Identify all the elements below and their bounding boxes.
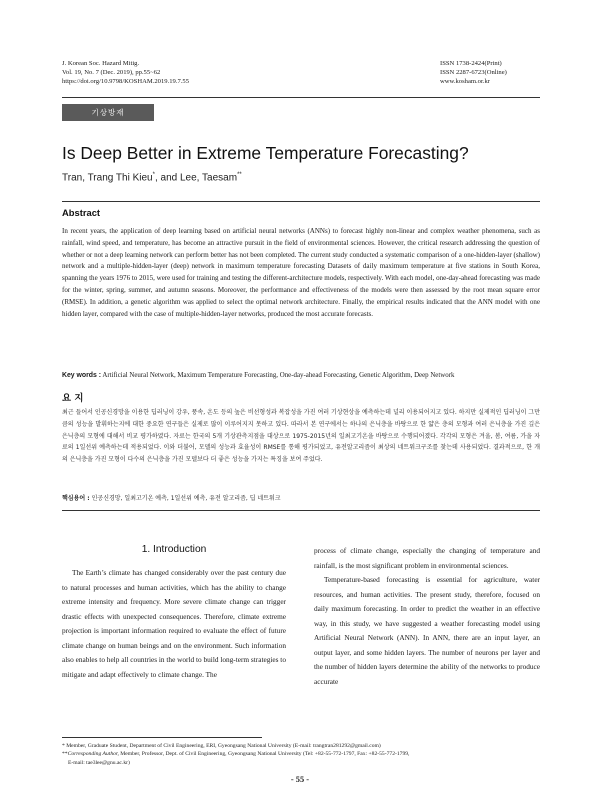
journal-header-left [62, 59, 342, 87]
korean-keywords [62, 494, 540, 504]
journal-volume: Vol. 19, No. 7 (Dec. 2019), pp.55~62 [62, 69, 161, 77]
header-divider [62, 97, 540, 98]
author-1: Tran, Trang Thi Kieu [62, 172, 153, 184]
footnote-2-mark: ** [62, 751, 68, 758]
author-line [62, 172, 242, 183]
footnote-divider [62, 737, 262, 738]
abstract-keywords [62, 371, 540, 381]
korean-keywords-list: 인공신경망, 일최고기온 예측, 1일선위 예측, 유전 알고리즘, 딥 네트워크 [91, 495, 281, 502]
footnotes [62, 742, 540, 767]
korean-abstract-text: 최근 들어서 인공신경망을 이용한 딥러닝이 강우, 풍속, 온도 등의 높은 비선형성과 복잡성을 가진 여러 기상현상을 예측하는데 널리 이용되어지고 있다. 하지만 실제적인 딥러닝이 그만큼의 성능을 발휘하는지에 대한 중요한 연구들은 실제로 많이 이루어지지 못하고 있다. 따라서 본 연구에서는 하나의 은닉층을 바탕으로 한 얇은 층의 모형과 여러 은닉층을 가진 깊은 은닉층의 모형에 대해서 비교 평가하였다. 자료는 한국의 5개 기상관측지점을 대상으로 1975-2015년의 일최고기온을 바탕으로 수행되어졌다. 각각의 모형은 겨울, 봄, 여름, 가을 자료의 1일선위 예측하는데 적용되었다. 이와 더불어, 모델의 성능과 효율성이 RMSE를 통해 평가되었고, 유전알고리즘이 최상의 네트워크구조를 찾는데 사용되었다. 결과적으로, 한 개의 은닉층을 가진 모형이 다수의 은닉층을 가진 모델보다 더 좋은 성능을 가지는 특징을 보여 주었다. [62, 409, 540, 464]
journal-website[interactable]: www.kosham.or.kr [440, 78, 490, 86]
journal-header-right [440, 59, 580, 87]
abstract-bottom-divider [62, 510, 540, 511]
journal-name: J. Korean Soc. Hazard Mitig. [62, 60, 140, 67]
korean-keywords-label: 핵심용어 : [62, 495, 90, 502]
issn-print: ISSN 1738-2424(Print) [440, 60, 502, 67]
abstract-heading: Abstract [62, 207, 101, 218]
page-number: - 55 - [290, 775, 310, 784]
keywords-list: Artificial Neural Network, Maximum Temperature Forecasting, One-day-ahead Forecasting, Genetic Algorithm, Deep Network [102, 372, 455, 379]
footnote-2-details: Member, Professor, Dept. of Civil Engineering, Gyeongsang National University (Tel: +82-55-772-1797, Fax: +82-55-772-1799, [118, 751, 410, 758]
introduction-right-column [314, 544, 540, 689]
paper-title: Is Deep Better in Extreme Temperature Forecasting? [62, 143, 469, 163]
keywords-label: Key words : [62, 372, 102, 379]
footnote-2-role: Corresponding Author, [67, 751, 119, 758]
introduction-paragraph-1-cont: process of climate change, especially the changing of temperature and rainfall, is the most significant problem in environmental sciences. [314, 546, 540, 570]
footnote-author-2 [62, 750, 540, 758]
korean-abstract-heading: 요 지 [62, 393, 84, 404]
author-1-mark: * [152, 172, 155, 178]
introduction-paragraph-2: Temperature-based forecasting is essential for agriculture, water resources, and human activities. The present study, therefore, focused on daily maximum forecasting. In order to predict the weather in an effective way, in this study, we have suggested a weather forecasting model using Artificial Neural Network (ANN). In ANN, there are an input layer, an output layer, and some hidden layers. The number of neurons per layer and the number of hidden layers determine the ability of the networks to produce accurate [314, 575, 540, 686]
author-2-mark: ** [237, 172, 242, 178]
footnote-author-1: * Member, Graduate Student, Department of Civil Engineering, ERI, Gyeongsang National University (E-mail: trangtran281292@gmail.com) [62, 743, 381, 749]
category-label: 기상방재 [62, 104, 154, 121]
footnote-author-2-email: E-mail: tae3lee@gnu.ac.kr) [68, 759, 130, 766]
introduction-left-column: The Earth’s climate has changed considerably over the past century due to natural processes and human activities, which has the ability to change extreme intensity and frequency. More severe climate change can trigger drastic effects with unexpected consequences. Therefore, climate extreme projection is important information required to evaluate the effect of future climate change on human beings and on the environment. Such information also enables to help all countries in the world to build long-term strategies to mitigate and adapt effectively to climate change. The [62, 568, 286, 679]
abstract-top-divider [62, 201, 540, 202]
abstract-text: In recent years, the application of deep learning based on artificial neural networks (ANNs) to forecast highly non-linear and complex weather phenomena, such as rainfall, wind speed, and temperature, has become an attractive pursuit in the field of environmental sciences. However, the critical research addressing the question of whether or not a deep learning network can perform better has not been completed. The current study conducted a systematic comparison of a one-hidden-layer (shallow) network and a multiple-hidden-layer (deep) network in maximum temperature forecasting Datasets of daily maximum temperature at five stations in South Korea, spanning the years 1976 to 2015, were used for training and testing the different-architecture models, respectively. With each model, one-day-ahead forecasting was made for the winter, spring, summer, and autumn seasons. Moreover, the performance and effectiveness of the models were then assessed by the root mean square error (RMSE). In addition, a genetic algorithm was applied to select the optimal network architecture. Finally, the empirical results indicated that the ANN model with one hidden layer, compared with the case of multiple-hidden-layer networks, produced the most accurate forecasts. [62, 227, 540, 318]
introduction-heading: 1. Introduction [141, 544, 207, 555]
journal-doi[interactable]: https://doi.org/10.9798/KOSHAM.2019.19.7.55 [62, 78, 190, 86]
author-2: Lee, Taesam [179, 172, 238, 184]
issn-online: ISSN 2287-6723(Online) [440, 69, 507, 77]
author-separator: , and [154, 172, 180, 184]
